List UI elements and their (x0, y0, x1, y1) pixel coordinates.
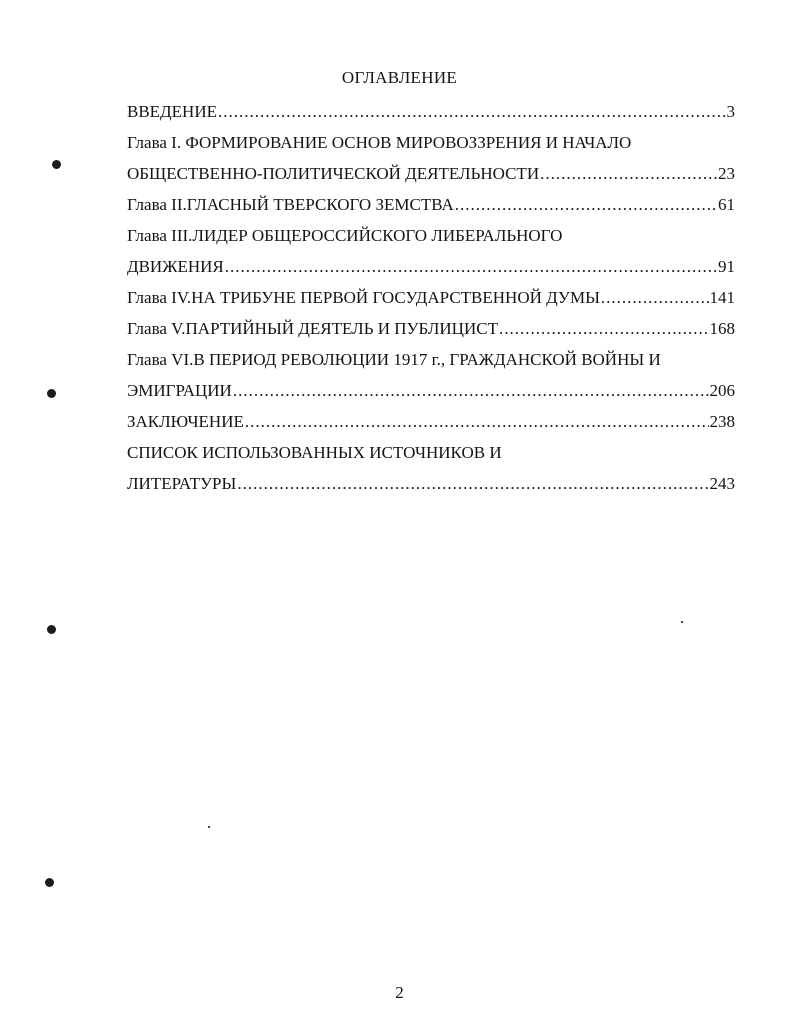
toc-line (127, 282, 735, 313)
toc-entry (127, 313, 735, 344)
table-of-contents (127, 96, 735, 499)
binding-hole-mark (47, 389, 56, 398)
toc-page-number: 61 (718, 195, 735, 214)
toc-entry (127, 282, 735, 313)
scan-speck (681, 621, 683, 623)
toc-dot-leader (245, 406, 709, 437)
toc-entry-text: ДВИЖЕНИЯ (127, 257, 224, 276)
toc-entry-text: ОБЩЕСТВЕННО-ПОЛИТИЧЕСКОЙ ДЕЯТЕЛЬНОСТИ (127, 164, 540, 183)
toc-line (127, 158, 735, 189)
toc-page-number: 243 (709, 474, 735, 493)
toc-dot-leader (218, 96, 726, 127)
toc-page-number: 168 (709, 319, 735, 338)
toc-heading: ОГЛАВЛЕНИЕ (341, 68, 458, 87)
toc-line (127, 313, 735, 344)
toc-dot-leader (540, 158, 717, 189)
toc-entry-text: ЭМИГРАЦИИ (127, 381, 232, 400)
toc-line (127, 220, 735, 251)
toc-entry-text: ВВЕДЕНИЕ (127, 102, 217, 121)
toc-entry-text: Глава V.ПАРТИЙНЫЙ ДЕЯТЕЛЬ И ПУБЛИЦИСТ (127, 319, 498, 338)
toc-line (127, 251, 735, 282)
toc-entry-text: Глава IV.НА ТРИБУНЕ ПЕРВОЙ ГОСУДАРСТВЕННОЙ ДУМЫ (127, 288, 600, 307)
binding-hole-mark (47, 625, 56, 634)
toc-page-number: 238 (709, 412, 735, 431)
toc-page-number: 141 (709, 288, 735, 307)
toc-dot-leader (499, 313, 709, 344)
toc-entry (127, 127, 735, 189)
toc-line (127, 468, 735, 499)
toc-entry-text: СПИСОК ИСПОЛЬЗОВАННЫХ ИСТОЧНИКОВ И (127, 443, 502, 462)
toc-page-number: 206 (709, 381, 735, 400)
toc-dot-leader (455, 189, 717, 220)
toc-entry (127, 96, 735, 127)
toc-line (127, 375, 735, 406)
toc-page-number: 3 (726, 102, 735, 121)
toc-page-number: 91 (718, 257, 735, 276)
toc-entry-text: Глава II.ГЛАСНЫЙ ТВЕРСКОГО ЗЕМСТВА (127, 195, 454, 214)
toc-entry-text: ЗАКЛЮЧЕНИЕ (127, 412, 244, 431)
toc-dot-leader (237, 468, 708, 499)
toc-entry-text: Глава I. ФОРМИРОВАНИЕ ОСНОВ МИРОВОЗЗРЕНИЯ И НАЧАЛО (127, 133, 632, 152)
toc-line (127, 96, 735, 127)
toc-line (127, 344, 735, 375)
toc-line (127, 127, 735, 158)
scan-speck (208, 826, 210, 828)
binding-hole-mark (52, 160, 61, 169)
toc-entry-text: ЛИТЕРАТУРЫ (127, 474, 237, 493)
toc-entry (127, 220, 735, 282)
toc-entry-text: Глава III.ЛИДЕР ОБЩЕРОССИЙСКОГО ЛИБЕРАЛЬНОГО (127, 226, 563, 245)
toc-dot-leader (601, 282, 709, 313)
toc-entry (127, 189, 735, 220)
binding-hole-mark (45, 878, 54, 887)
toc-dot-leader (225, 251, 717, 282)
toc-line (127, 189, 735, 220)
toc-dot-leader (233, 375, 709, 406)
page-number: 2 (395, 983, 404, 1002)
toc-entry-text: Глава VI.В ПЕРИОД РЕВОЛЮЦИИ 1917 г., ГРАЖДАНСКОЙ ВОЙНЫ И (127, 350, 661, 369)
toc-page-number: 23 (718, 164, 735, 183)
toc-entry (127, 437, 735, 499)
toc-line (127, 437, 735, 468)
toc-line (127, 406, 735, 437)
toc-entry (127, 406, 735, 437)
toc-entry (127, 344, 735, 406)
